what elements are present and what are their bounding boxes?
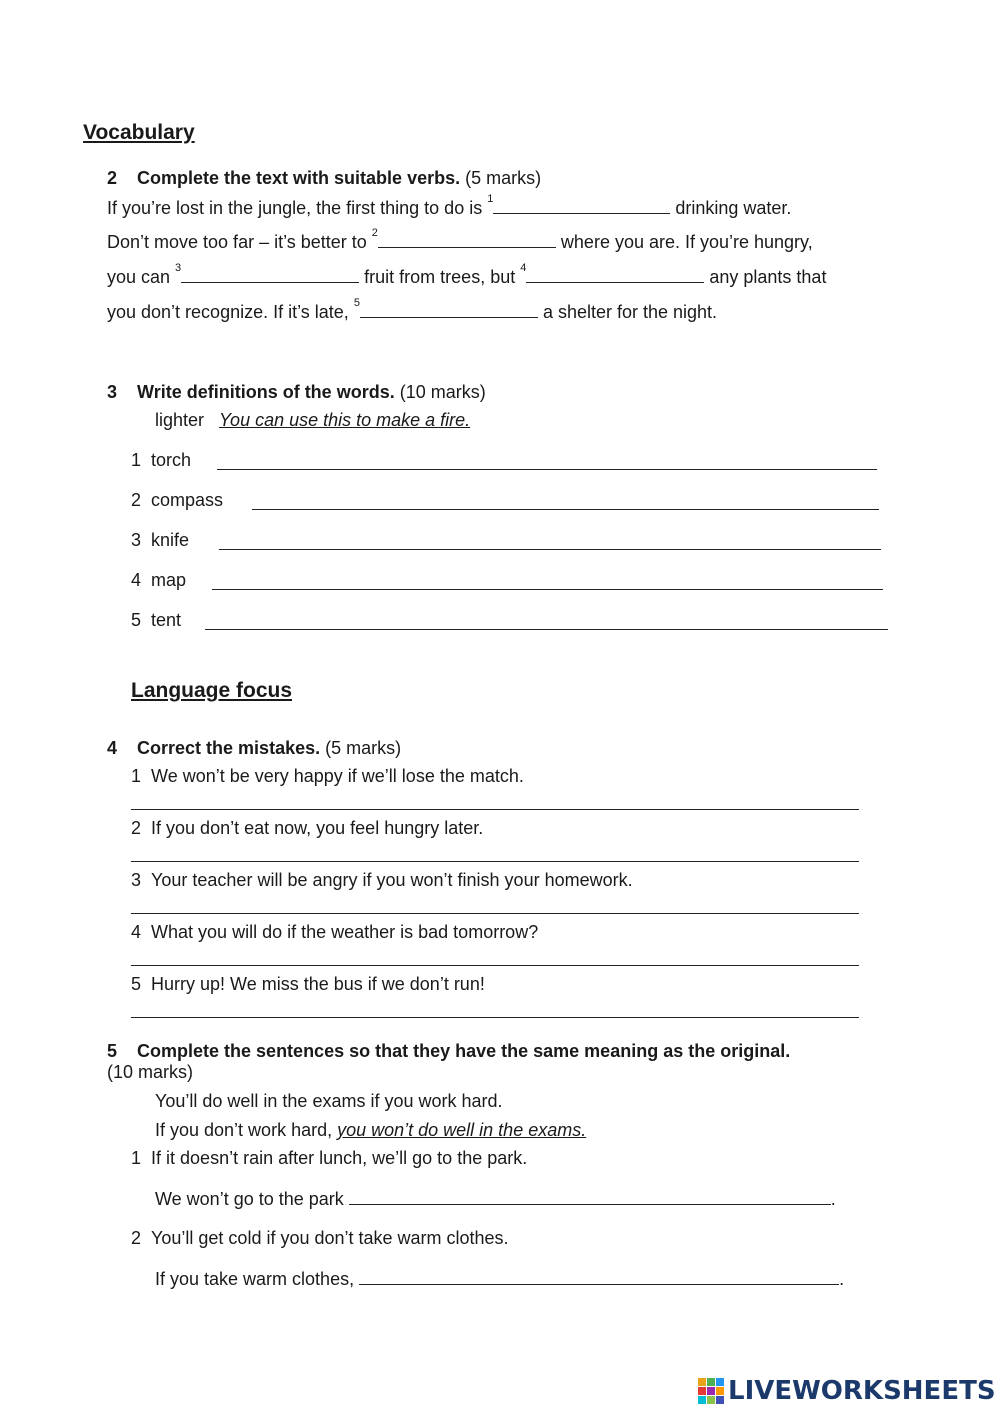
logo-tile xyxy=(707,1396,715,1404)
correction-line-4[interactable] xyxy=(131,965,859,966)
answer-blank-5[interactable] xyxy=(360,301,538,318)
liveworksheets-logo-text: LIVEWORKSHEETS xyxy=(728,1376,996,1406)
q4-marks: (5 marks) xyxy=(325,738,402,758)
q3-item-3: 3 knife xyxy=(131,530,190,550)
q5-number: 5 xyxy=(107,1041,118,1061)
q5-item-2-rewrite: If you take warm clothes, . xyxy=(155,1269,845,1289)
section-heading-language-focus: Language focus xyxy=(131,679,293,702)
correction-line-3[interactable] xyxy=(131,913,859,914)
q3-example-word: lighter xyxy=(155,410,205,430)
logo-tile xyxy=(707,1387,715,1395)
rewrite-blank-2[interactable] xyxy=(359,1268,839,1285)
q4-item-1: 1 We won’t be very happy if we’ll lose the match. xyxy=(131,766,524,786)
logo-tile xyxy=(698,1396,706,1404)
correction-line-5[interactable] xyxy=(131,1017,859,1018)
q3-example-answer: You can use this to make a fire. xyxy=(219,410,471,430)
correction-line-2[interactable] xyxy=(131,861,859,862)
correction-line-1[interactable] xyxy=(131,809,859,810)
q2-marks: (5 marks) xyxy=(465,168,542,188)
q5-item-1-rewrite: We won’t go to the park . xyxy=(155,1189,836,1209)
q2-line-4: you don’t recognize. If it’s late, $^5$ a shelter for the night. xyxy=(107,297,718,322)
q2-line-2: Don’t move too far – it’s better to $^2$ where you are. If you’re hungry, xyxy=(107,227,813,252)
liveworksheets-logo[interactable] xyxy=(698,1376,996,1406)
definition-line-3[interactable] xyxy=(219,549,881,550)
q5-instruction: Complete the sentences so that they have the same meaning as the original. xyxy=(137,1041,791,1061)
q3-instruction: Write definitions of the words. xyxy=(137,382,395,402)
section-heading-vocabulary: Vocabulary xyxy=(83,121,195,144)
q2-line-1: If you’re lost in the jungle, the first thing to do is $^1$ drinking water. xyxy=(107,193,792,218)
definition-line-2[interactable] xyxy=(252,509,879,510)
q2-instruction: Complete the text with suitable verbs. xyxy=(137,168,461,188)
answer-blank-3[interactable] xyxy=(181,266,359,283)
answer-blank-1[interactable] xyxy=(493,197,670,214)
answer-blank-2[interactable] xyxy=(378,231,556,248)
logo-tile xyxy=(716,1387,724,1395)
q3-item-2: 2 compass xyxy=(131,490,224,510)
logo-tile xyxy=(716,1396,724,1404)
liveworksheets-logo-icon xyxy=(698,1378,724,1404)
q3-marks: (10 marks) xyxy=(399,382,486,402)
rewrite-blank-1[interactable] xyxy=(349,1188,831,1205)
q4-number: 4 xyxy=(107,738,118,758)
q4-item-2: 2 If you don’t eat now, you feel hungry later. xyxy=(131,818,484,838)
q3-item-5: 5 tent xyxy=(131,610,182,630)
logo-tile xyxy=(698,1378,706,1386)
q3-number: 3 xyxy=(107,382,118,402)
definition-line-5[interactable] xyxy=(205,629,888,630)
q5-example-rewrite: If you don’t work hard, you won’t do well in the exams. xyxy=(155,1120,587,1140)
q2-header xyxy=(107,168,541,189)
definition-line-1[interactable] xyxy=(217,469,877,470)
q5-marks: (10 marks) xyxy=(107,1062,194,1082)
q4-item-3: 3 Your teacher will be angry if you won’t finish your homework. xyxy=(131,870,633,890)
q4-header xyxy=(107,738,401,759)
logo-tile xyxy=(698,1387,706,1395)
q4-item-5: 5 Hurry up! We miss the bus if we don’t run! xyxy=(131,974,485,994)
definition-line-4[interactable] xyxy=(212,589,883,590)
q2-line-3: you can $^3$ fruit from trees, but $^4$ any plants that xyxy=(107,262,827,287)
q5-item-2-original: 2 You’ll get cold if you don’t take warm clothes. xyxy=(131,1228,509,1248)
q5-example-answer: you won’t do well in the exams. xyxy=(337,1120,587,1140)
logo-tile xyxy=(707,1378,715,1386)
q4-instruction: Correct the mistakes. xyxy=(137,738,321,758)
q5-item-1-original: 1 If it doesn’t rain after lunch, we’ll go to the park. xyxy=(131,1148,528,1168)
q2-number: 2 xyxy=(107,168,118,188)
answer-blank-4[interactable] xyxy=(526,266,704,283)
q3-item-4: 4 map xyxy=(131,570,187,590)
logo-tile xyxy=(716,1378,724,1386)
q3-item-1: 1 torch xyxy=(131,450,192,470)
q5-header xyxy=(107,1041,790,1062)
q5-example-original: You’ll do well in the exams if you work hard. xyxy=(155,1091,503,1111)
q4-item-4: 4 What you will do if the weather is bad tomorrow? xyxy=(131,922,539,942)
q3-example xyxy=(155,410,470,431)
q3-header xyxy=(107,382,486,403)
